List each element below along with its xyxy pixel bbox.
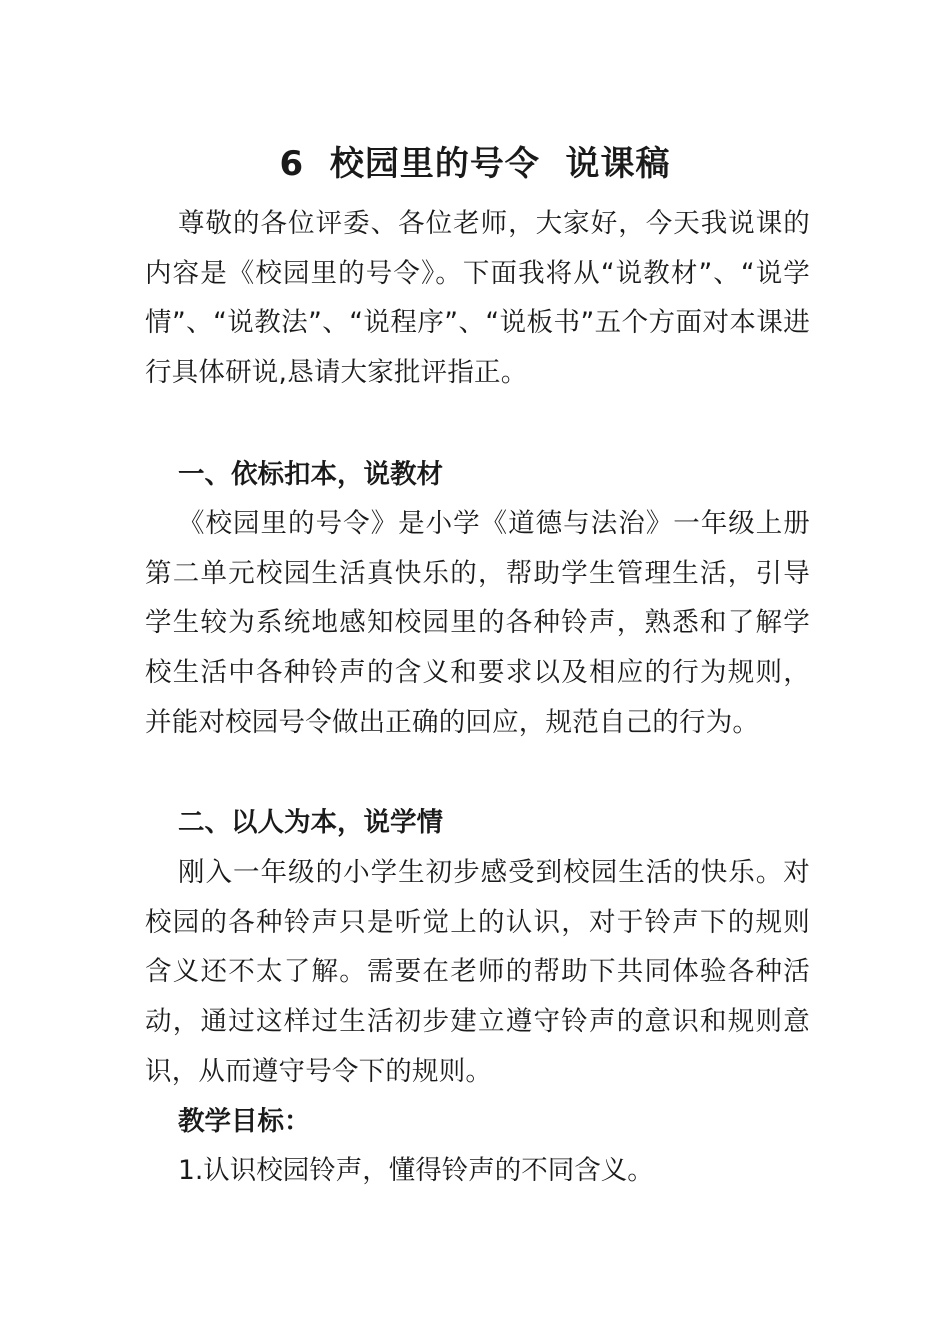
goals-heading: 教学目标： — [178, 1106, 311, 1137]
goal-item: 1.认识校园铃声，懂得铃声的不同含义。 — [178, 1155, 654, 1186]
students-paragraph: 刚入一年级的小学生初步感受到校园生活的快乐。对校园的各种铃声只是听觉上的认识，对于铃声下的规则含义还不太了解。需要在老师的帮助下共同体验各种活动，通过这样过生活初步建立遵守铃声的意识和规则意识，从而遵守号令下的规则。 — [145, 857, 810, 1087]
section-heading-students: 二、以人为本，说学情 — [178, 807, 443, 838]
intro-paragraph: 尊敬的各位评委、各位老师，大家好，今天我说课的内容是《校园里的号令》。下面我将从“说教材”、“说学情”、“说教法”、“说程序”、“说板书”五个方面对本课进行具体研说,恳请大家批评指正。 — [145, 208, 810, 389]
document-title: 6 校园里的号令 说课稿 — [279, 144, 671, 184]
textbook-paragraph: 《校园里的号令》是小学《道德与法治》一年级上册第二单元校园生活真快乐的，帮助学生管理生活，引导学生较为系统地感知校园里的各种铃声，熟悉和了解学校生活中各种铃声的含义和要求以及相应的行为规则，并能对校园号令做出正确的回应，规范自己的行为。 — [145, 508, 810, 738]
section-heading-textbook: 一、依标扣本，说教材 — [178, 459, 443, 490]
